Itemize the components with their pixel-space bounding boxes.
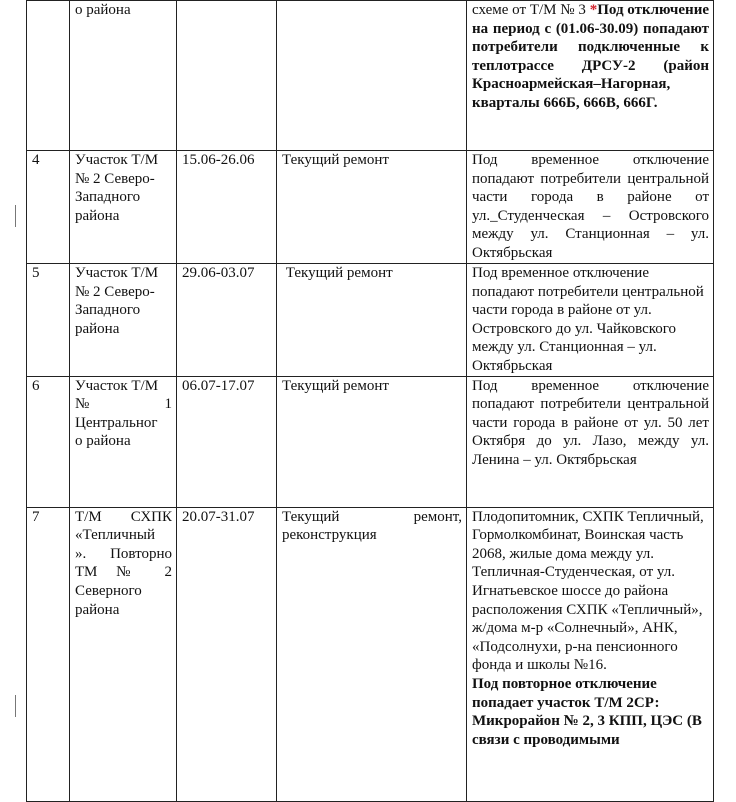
dates-cell: 06.07-17.07 xyxy=(177,376,277,507)
note-bold-text: Под отключение на период с (01.06-30.09) попадают потребители подключенные к теплотрассе ДРСУ-2 (район Красноармейская–Нагорная, кварталы 666Б, 666В, 666Г. xyxy=(472,2,709,111)
section-line: о района xyxy=(75,2,131,18)
row-number: 7 xyxy=(27,507,70,801)
note-cell: Под временное отключение попадают потребители центральной части города в районе от ул. 50 лет Октября до ул. Лазо, между ул. Ленина – ул. Октябрьская xyxy=(467,376,714,507)
section-cell xyxy=(70,507,177,801)
work-line: Текущий ремонт, xyxy=(282,508,462,525)
section-line: Участок Т/М xyxy=(75,377,159,394)
dates-cell: 20.07-31.07 xyxy=(177,507,277,801)
note-cell: Под временное отключение попадают потребители центральной части города в районе от ул._Студенческая – Островского между ул. Станционная – ул. Октябрьская xyxy=(467,151,714,264)
table-row xyxy=(27,264,714,377)
dates-cell xyxy=(177,1,277,151)
section-line: Западного xyxy=(75,302,141,319)
section-line: Т/М СХПК xyxy=(75,508,172,525)
section-line: района xyxy=(75,207,120,224)
section-cell xyxy=(70,151,177,264)
dates-cell: 15.06-26.06 xyxy=(177,151,277,264)
table-row xyxy=(27,1,714,151)
work-cell xyxy=(277,151,467,264)
section-line: Участок Т/М xyxy=(75,265,159,281)
section-line: № 2 Северо- xyxy=(75,283,155,300)
note-bold-text: Под повторное отключение попадает участок Т/М 2СР: Микрорайон № 2, 3 КПП, ЦЭС (В связи с проводимыми xyxy=(472,675,702,748)
section-line: о района xyxy=(75,433,131,450)
note-cell: Под временное отключение попадают потребители центральной части города в районе от ул. Островского до ул. Чайковского между ул. Станционная – ул. Октябрьская xyxy=(467,264,714,377)
section-cell xyxy=(70,264,177,377)
section-line: Центральног xyxy=(75,414,158,431)
dates-cell: 29.06-03.07 xyxy=(177,264,277,377)
row-number: 5 xyxy=(27,264,70,377)
work-cell xyxy=(277,507,467,801)
margin-mark-lower xyxy=(15,695,16,717)
table-row xyxy=(27,376,714,507)
section-line: ТМ № 2 xyxy=(75,564,172,581)
section-line: района xyxy=(75,320,120,337)
section-line: Западного xyxy=(75,189,141,206)
note-cell xyxy=(467,1,714,151)
section-line: Северного xyxy=(75,582,142,599)
row-number: 6 xyxy=(27,376,70,507)
section-line: № 2 Северо- xyxy=(75,170,155,187)
work-line: Текущий ремонт xyxy=(282,152,389,168)
asterisk-mark: * xyxy=(589,2,598,18)
work-line: реконструкция xyxy=(282,527,377,544)
section-line: № 1 xyxy=(75,396,172,413)
work-line: Текущий ремонт xyxy=(282,377,389,394)
work-cell xyxy=(277,376,467,507)
table-row xyxy=(27,151,714,264)
work-cell xyxy=(277,1,467,151)
margin-mark-upper xyxy=(15,205,16,227)
schedule-table xyxy=(26,0,714,802)
section-cell xyxy=(70,1,177,151)
section-line: «Тепличный xyxy=(75,527,155,544)
section-line: Участок Т/М xyxy=(75,152,159,168)
row-number: 4 xyxy=(27,151,70,264)
note-cell xyxy=(467,507,714,801)
table-row xyxy=(27,507,714,801)
work-line: Текущий ремонт xyxy=(282,265,393,281)
section-line: района xyxy=(75,601,120,618)
work-cell xyxy=(277,264,467,377)
section-cell xyxy=(70,376,177,507)
section-line: ». Повторно xyxy=(75,545,172,562)
row-number xyxy=(27,1,70,151)
note-text: схеме от Т/М № 3 xyxy=(472,2,590,18)
note-text: Плодопитомник, СХПК Тепличный, Гормолкомбинат, Воинская часть 2068, жилые дома между ул. Тепличная-Студенческая, от ул. Игнатьевское шоссе до района расположения СХПК «Тепличный», ж/дома м-р «Солнечный», АНК, «Подсолнухи, р-на пенсионного фонда и школы №16. xyxy=(472,508,704,674)
